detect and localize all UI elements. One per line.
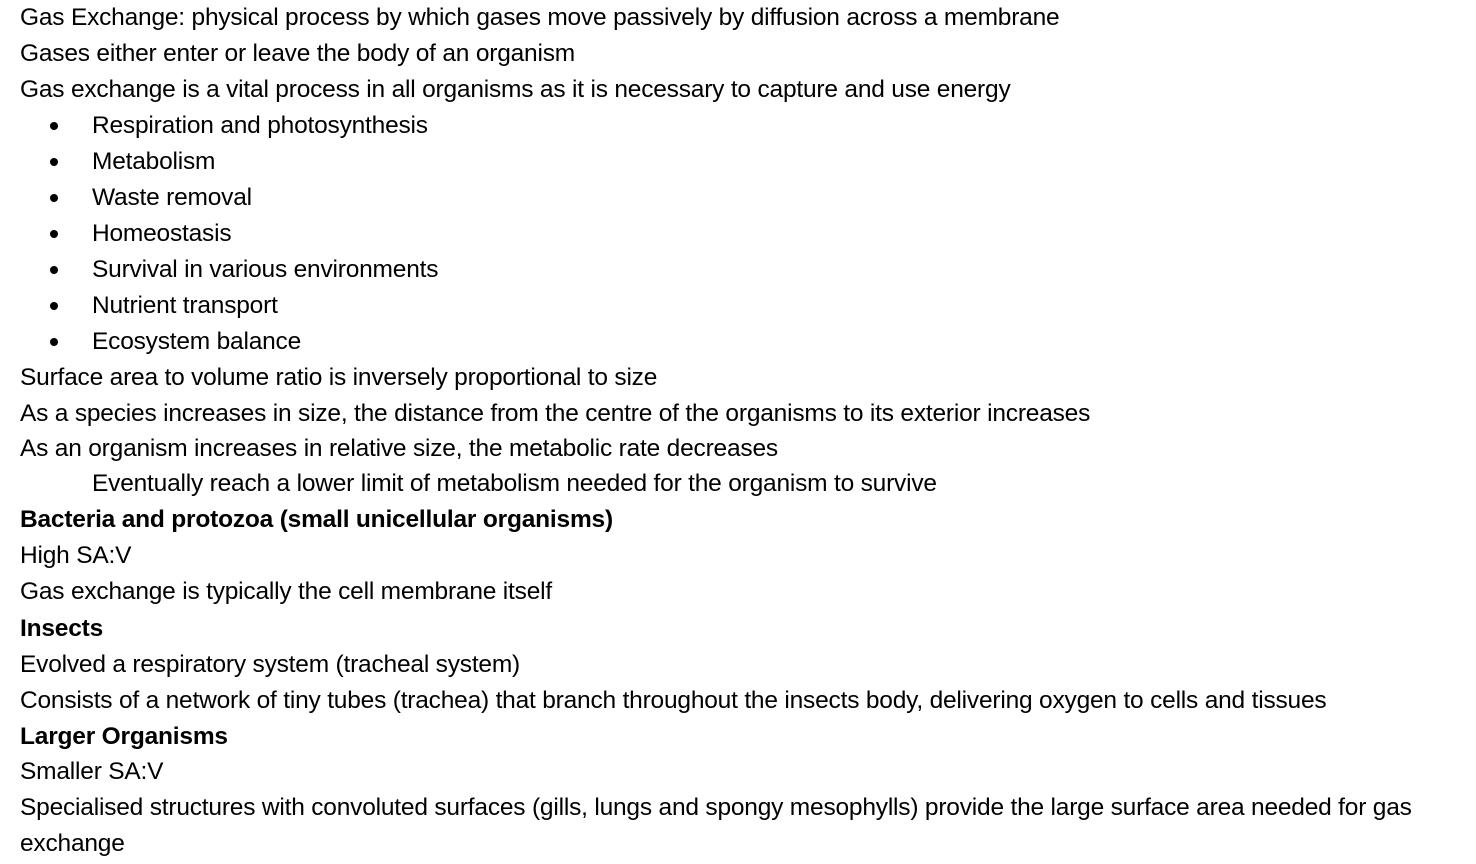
bullet-icon	[50, 158, 58, 166]
definition-line: Gas Exchange: physical process by which gases move passively by diffusion across a membrane	[20, 4, 1060, 31]
bullet-icon	[50, 302, 58, 310]
list-item-label: Ecosystem balance	[92, 328, 302, 355]
bullet-icon	[50, 230, 58, 238]
energy-uses-list	[20, 108, 1476, 360]
list-item	[20, 324, 1476, 360]
text-line: Smaller SA:V	[20, 758, 164, 785]
text-line: Evolved a respiratory system (tracheal system)	[20, 651, 521, 678]
text-line: Gas exchange is typically the cell membrane itself	[20, 578, 552, 605]
list-item	[20, 108, 1476, 144]
text-line: Surface area to volume ratio is inversely proportional to size	[20, 364, 658, 391]
text-line-wrapped: Specialised structures with convoluted surfaces (gills, lungs and spongy mesophylls) provide the large surface area needed for gas exchange	[20, 794, 1412, 857]
bullet-icon	[50, 266, 58, 274]
text-line: Consists of a network of tiny tubes (trachea) that branch throughout the insects body, delivering oxygen to cells and tissues	[20, 687, 1327, 714]
list-item-label: Homeostasis	[92, 220, 232, 247]
bullet-icon	[50, 338, 58, 346]
list-item	[20, 252, 1476, 288]
text-line: As an organism increases in relative size, the metabolic rate decreases	[20, 435, 778, 462]
list-item	[20, 144, 1476, 180]
text-line: Gas exchange is a vital process in all organisms as it is necessary to capture and use energy	[20, 76, 1011, 103]
section-heading-larger-organisms: Larger Organisms	[20, 723, 228, 750]
list-item-label: Waste removal	[92, 184, 252, 211]
list-item	[20, 216, 1476, 252]
list-item-label: Metabolism	[92, 148, 216, 175]
bullet-icon	[50, 194, 58, 202]
indented-text-line: Eventually reach a lower limit of metabolism needed for the organism to survive	[92, 470, 937, 497]
section-heading-insects: Insects	[20, 615, 104, 642]
list-item	[20, 288, 1476, 324]
list-item-label: Nutrient transport	[92, 292, 278, 319]
list-item	[20, 180, 1476, 216]
text-line: High SA:V	[20, 542, 132, 569]
bullet-icon	[50, 122, 58, 130]
section-heading-bacteria: Bacteria and protozoa (small unicellular organisms)	[20, 506, 613, 533]
list-item-label: Respiration and photosynthesis	[92, 112, 428, 139]
list-item-label: Survival in various environments	[92, 256, 439, 283]
text-line: As a species increases in size, the distance from the centre of the organisms to its exterior increases	[20, 400, 1091, 427]
text-line: Gases either enter or leave the body of an organism	[20, 40, 575, 67]
